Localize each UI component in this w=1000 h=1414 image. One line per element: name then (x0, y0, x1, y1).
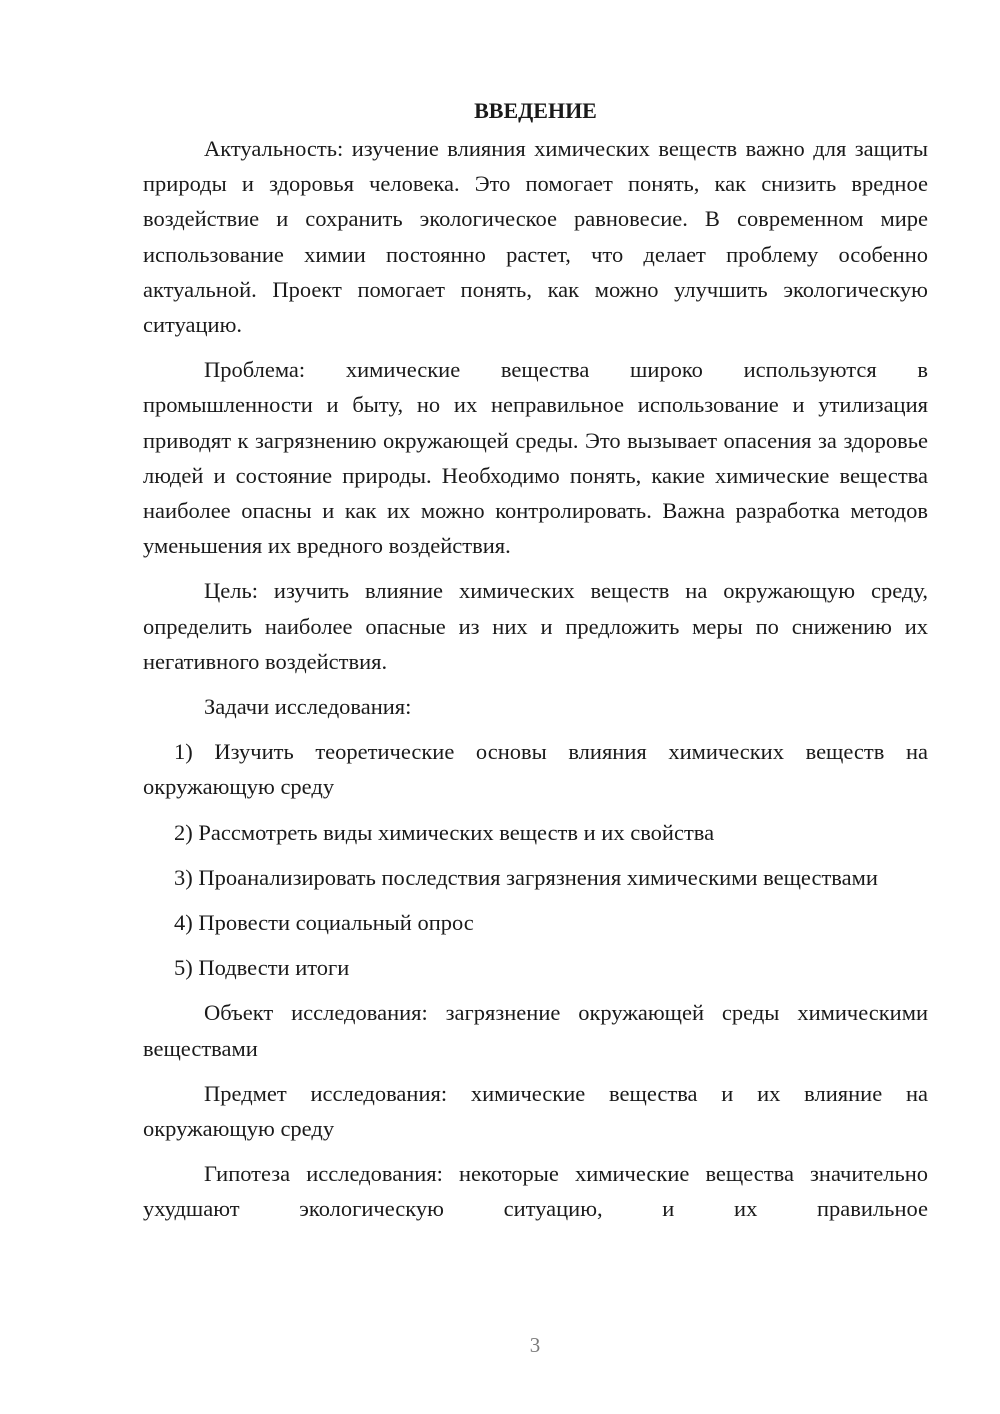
object-paragraph: Объект исследования: загрязнение окружающей среды химическими веществами (143, 1000, 928, 1061)
task-item-2: 2) Рассмотреть виды химических веществ и их свойства (174, 819, 715, 845)
task-item-3: 3) Проанализировать последствия загрязнения химическими веществами (174, 864, 878, 890)
subject-paragraph: Предмет исследования: химические вещества и их влияние на окружающую среду (143, 1080, 928, 1142)
relevance-paragraph: Актуальность: изучение влияния химических веществ важно для защиты природы и здоровья человека. Это помогает понять, как снизить вредное воздействие и сохранить экологическое равновесие. В современном мире использование химии постоянно растет, что делает проблему особенно актуальной. Проект помогает понять, как можно улучшить экологическую ситуацию. (143, 136, 928, 338)
tasks-heading: Задачи исследования: (204, 694, 412, 720)
task-item-4: 4) Провести социальный опрос (174, 910, 474, 936)
hypothesis-paragraph: Гипотеза исследования: некоторые химические вещества значительно ухудшают экологическую ситуацию, и их правильное (143, 1161, 928, 1222)
task-item-5: 5) Подвести итоги (174, 955, 350, 981)
section-heading: ВВЕДЕНИЕ (474, 98, 597, 123)
problem-paragraph: Проблема: химические вещества широко используются в промышленности и быту, но их неправильное использование и утилизация приводят к загрязнению окружающей среды. Это вызывает опасения за здоровье людей и состояние природы. Необходимо понять, какие химические вещества наиболее опасны и как их можно контролировать. Важна разработка методов уменьшения их вредного воздействия. (143, 357, 928, 559)
page-content (143, 92, 928, 1227)
goal-paragraph: Цель: изучить влияние химических веществ на окружающую среду, определить наиболее опасные из них и предложить меры по снижению их негативного воздействия. (143, 578, 928, 674)
page-number: 3 (529, 1333, 541, 1357)
task-item-1: 1) Изучить теоретические основы влияния химических веществ на окружающую среду (143, 739, 928, 800)
